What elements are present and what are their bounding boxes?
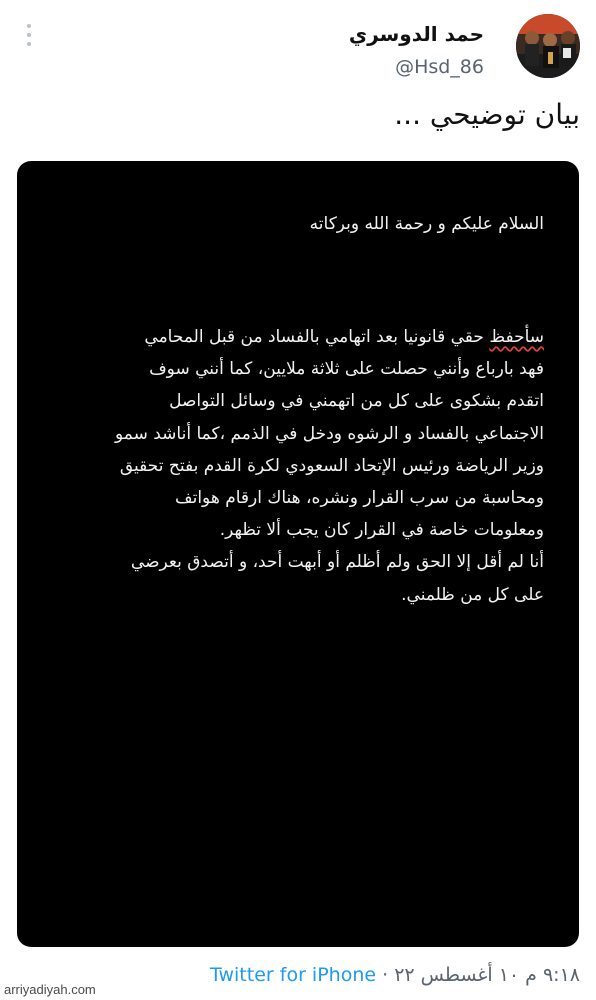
statement-line-text: حقي قانونيا بعد اتهامي بالفساد من قبل المحامي: [144, 327, 490, 347]
meta-separator: ·: [382, 964, 389, 986]
statement-line: أنا لم أقل إلا الحق ولم أظلم أو أبهت أحد، و أتصدق بعرضي: [130, 552, 544, 573]
statement-line: على كل من ظلمني.: [401, 584, 544, 605]
avatar[interactable]: [516, 14, 580, 78]
tweet-time: ٩:١٨ م: [525, 964, 580, 986]
statement-line: الاجتماعي بالفساد و الرشوه ودخل في الذمم ،كما أناشد سمو: [115, 423, 544, 444]
statement-greeting: السلام عليكم و رحمة الله وبركاته: [309, 214, 544, 234]
user-name[interactable]: حمد الدوسري: [348, 22, 484, 46]
more-vertical-icon[interactable]: [22, 24, 36, 50]
statement-line: ومحاسبة من سرب القرار ونشره، هناك ارقام هواتف: [174, 488, 544, 509]
statement-text: [37, 209, 544, 611]
statement-line: فهد بارباع وأنني حصلت على ثلاثة ملايين، كما أنني سوف: [149, 359, 544, 380]
statement-line: ومعلومات خاصة في القرار كان يجب ألا تظهر.: [219, 520, 544, 541]
tweet-media-image[interactable]: [17, 161, 579, 947]
watermark: arriyadiyah.com: [4, 982, 96, 997]
avatar-image: [516, 14, 580, 78]
tweet-date: ١٠ أغسطس ٢٢: [394, 964, 520, 986]
tweet-text: بيان توضيحي ...: [394, 98, 580, 131]
tweet-source-link[interactable]: Twitter for iPhone: [210, 964, 377, 986]
statement-body: [37, 321, 544, 611]
statement-line: [37, 321, 544, 353]
tweet-meta: [210, 964, 580, 986]
statement-line: وزير الرياضة ورئيس الإتحاد السعودي لكرة القدم بفتح تحقيق: [119, 455, 544, 476]
statement-line: اتقدم بشكوى على كل من اتهمني في وسائل التواصل: [169, 391, 544, 412]
statement-first-word: سأحفظ: [489, 327, 544, 347]
user-handle[interactable]: @Hsd_86: [395, 56, 484, 78]
